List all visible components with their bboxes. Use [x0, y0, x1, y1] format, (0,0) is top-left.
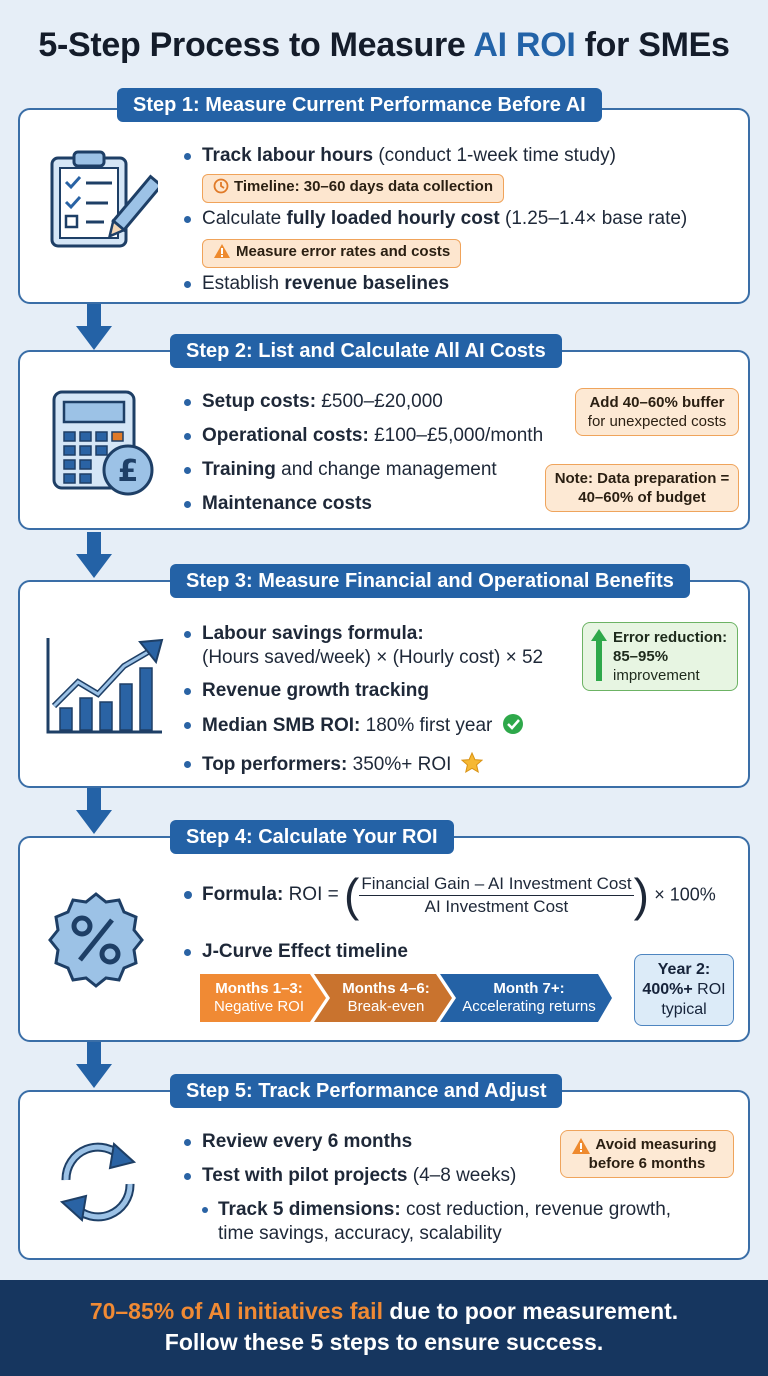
roi-formula: Formula: ROI = ( $\frac{\text{Financial Gain – AI Investment Cost}}{\text{AI Investment Cost}}$ ) × 100%	[182, 872, 716, 918]
phase-2: Months 4–6: Break-even	[342, 980, 430, 1015]
star-icon	[461, 752, 483, 781]
footer-line2: Follow these 5 steps to ensure success.	[164, 1329, 604, 1355]
list-item: Calculate fully loaded hourly cost (1.25–1.4× base rate)	[182, 207, 687, 231]
sub-bullet-dimensions: Track 5 dimensions: cost reduction, revenue growth, time savings, accuracy, scalability	[200, 1198, 671, 1246]
list-item: Setup costs: £500–£20,000	[182, 390, 543, 414]
percent-badge-icon	[46, 890, 146, 995]
list-item: Top performers: 350%+ ROI	[182, 752, 524, 781]
step-1-bullets	[182, 144, 616, 168]
list-item: Operational costs: £100–£5,000/month	[182, 424, 543, 448]
list-item: Test with pilot projects (4–8 weeks)	[182, 1164, 516, 1188]
warning-icon	[571, 1137, 591, 1160]
roi-fraction: $\frac{\text{Financial Gain – AI Investment Cost}}{\text{AI Investment Cost}}$	[361, 873, 632, 916]
j-curve-timeline	[200, 974, 612, 1022]
footer-line1: due to poor measurement.	[382, 1298, 679, 1324]
title-accent: AI ROI	[473, 26, 576, 64]
clock-icon	[213, 178, 229, 200]
list-item: Establish revenue baselines	[182, 272, 449, 296]
refresh-cycle-icon	[52, 1136, 144, 1233]
year-2-note: Year 2: 400%+ ROI typical	[634, 954, 734, 1026]
step-1-bullets-2	[182, 207, 687, 231]
down-arrow-icon	[74, 788, 114, 836]
timeline-chip: Timeline: 30–60 days data collection	[202, 174, 504, 203]
step-5-bullets	[182, 1130, 516, 1188]
step-1-bullets-3	[182, 272, 449, 296]
step-4-bullets	[182, 940, 408, 964]
check-circle-icon	[502, 713, 524, 742]
paren-right: )	[633, 869, 649, 921]
list-item: Labour savings formula:	[182, 622, 424, 646]
footer-highlight: 70–85% of AI initiatives fail	[89, 1298, 383, 1324]
calculator-pound-icon	[50, 390, 156, 503]
step-2-bullets	[182, 390, 543, 516]
labour-formula-line: (Hours saved/week) × (Hourly cost) × 52	[202, 647, 544, 668]
up-arrow-icon	[591, 629, 607, 686]
step-3-banner: Step 3: Measure Financial and Operational Benefits	[170, 564, 690, 598]
step-3-card	[18, 580, 750, 788]
step-1-banner: Step 1: Measure Current Performance Before AI	[117, 88, 602, 122]
avoid-measuring-note: Avoid measuring before 6 months	[560, 1130, 734, 1178]
phase-1: Months 1–3: Negative ROI	[213, 980, 305, 1015]
step-3-bullets-2	[182, 679, 524, 781]
phase-3: Month 7+: Accelerating returns	[462, 980, 596, 1015]
list-item: Maintenance costs	[182, 492, 543, 516]
warning-icon	[213, 243, 231, 265]
error-rates-chip: Measure error rates and costs	[202, 239, 461, 268]
step-2-card	[18, 350, 750, 530]
step-5-card	[18, 1090, 750, 1260]
error-reduction-note: Error reduction: 85–95% improvement	[582, 622, 738, 691]
down-arrow-icon	[74, 1042, 114, 1090]
clipboard-checklist-icon	[46, 150, 158, 255]
step-1-card	[18, 108, 750, 304]
step-4-banner: Step 4: Calculate Your ROI	[170, 820, 454, 854]
step-3-bullets	[182, 622, 424, 646]
step-4-card	[18, 836, 750, 1042]
buffer-note: Add 40–60% buffer for unexpected costs	[575, 388, 739, 436]
title-suffix: for SMEs	[575, 26, 730, 64]
footer-banner	[0, 1280, 768, 1376]
title-prefix: 5-Step Process to Measure	[38, 26, 474, 64]
step-5-banner: Step 5: Track Performance and Adjust	[170, 1074, 562, 1108]
list-item: Track labour hours (conduct 1-week time study)	[182, 144, 616, 168]
list-item: Training and change management	[182, 458, 543, 482]
down-arrow-icon	[74, 304, 114, 352]
list-item: J-Curve Effect timeline	[182, 940, 408, 964]
growth-chart-icon	[46, 636, 166, 741]
svg-text:£: £	[117, 454, 139, 489]
page-title	[0, 26, 768, 65]
list-item: Median SMB ROI: 180% first year	[182, 713, 524, 742]
step-2-banner: Step 2: List and Calculate All AI Costs	[170, 334, 562, 368]
data-prep-note: Note: Data preparation = 40–60% of budget	[545, 464, 739, 512]
list-item: Revenue growth tracking	[182, 679, 524, 703]
list-item: Review every 6 months	[182, 1130, 516, 1154]
paren-left: (	[344, 869, 360, 921]
down-arrow-icon	[74, 532, 114, 580]
